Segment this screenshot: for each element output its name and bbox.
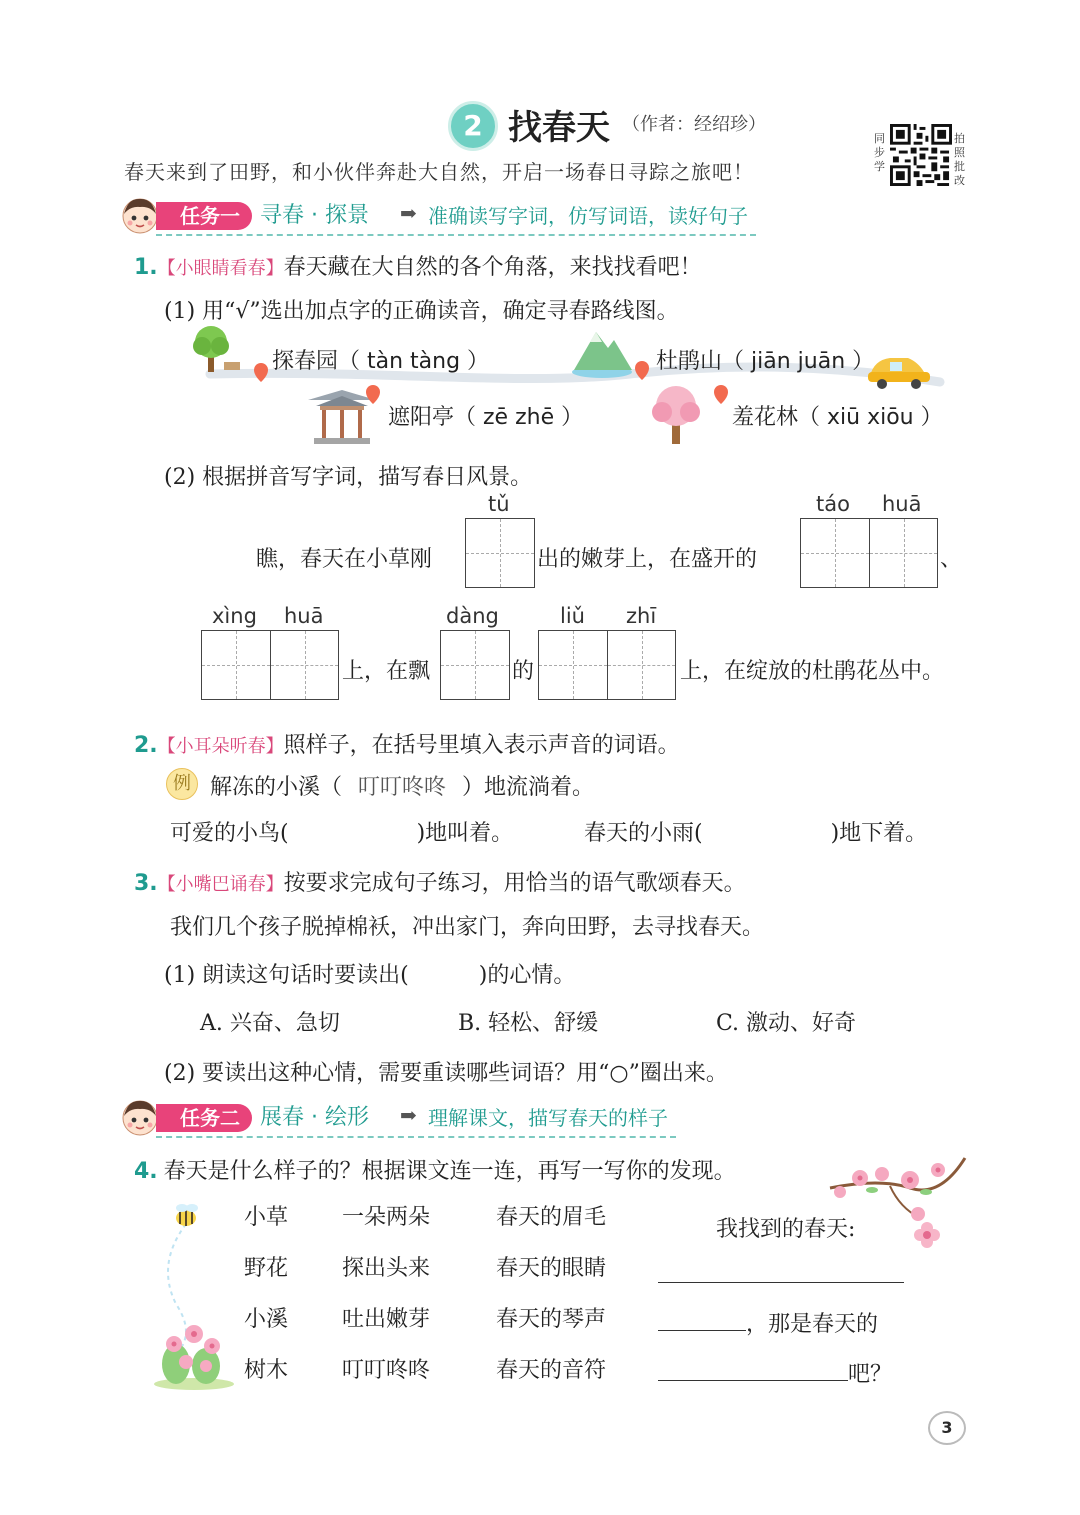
q3-sentence: 我们几个孩子脱掉棉袄，冲出家门，奔向田野，去寻找春天。 (170, 915, 765, 940)
match-col1-item[interactable]: 野花 (244, 1256, 289, 1281)
item-text-a: 春天的小雨( (584, 821, 703, 846)
q2-item-1 (170, 816, 513, 847)
match-col1-item[interactable]: 小草 (244, 1205, 289, 1230)
pinyin-tu: tǔ (488, 492, 510, 516)
item-text-b: )地下着。 (830, 821, 928, 846)
example-text-a: 解冻的小溪（ (210, 775, 343, 800)
task-one-topic: 寻春 · 探景 (260, 203, 369, 228)
match-col2-item[interactable]: 叮叮咚咚 (342, 1358, 431, 1383)
task-two-goal: 理解课文，描写春天的样子 (428, 1106, 668, 1130)
page-title: 找春天 (508, 108, 610, 148)
part1-text-b: )的心情。 (478, 963, 576, 988)
example-answer: 叮叮咚咚 (358, 775, 447, 800)
match-col1-item[interactable]: 树木 (244, 1358, 289, 1383)
spot-choices[interactable]: （ xiū xiōu ） (798, 405, 943, 430)
option-c[interactable]: C. 激动、好奇 (716, 1011, 857, 1036)
qr-side-text-left: 同步学 (874, 132, 885, 173)
task-one-underline (156, 234, 756, 236)
question-tag: 【小嘴巴诵春】 (157, 874, 284, 895)
car-icon (868, 358, 930, 389)
spot-3 (388, 400, 583, 431)
match-col2-item[interactable]: 吐出嫩芽 (342, 1307, 431, 1332)
tianzige-xinghua[interactable] (201, 630, 339, 700)
arrow-right-icon: ➡ (400, 1103, 417, 1127)
task-one-bar (120, 198, 760, 234)
example-text-b: ）地流淌着。 (462, 775, 595, 800)
spot-word: 探春园 (272, 349, 339, 374)
q3-part2: (2) 要读出这种心情，需要重读哪些词语？用“○”圈出来。 (164, 1061, 728, 1086)
blossom-tree-icon (652, 386, 700, 444)
match-col3-item[interactable]: 春天的眼睛 (496, 1256, 607, 1281)
tianzige-taohua[interactable] (800, 518, 938, 588)
question-3-heading (134, 866, 746, 897)
author-credit: （作者：经绍珍） (622, 114, 766, 135)
spot-choices[interactable]: （ tàn tàng ） (338, 349, 490, 374)
q1-part1-instruction: (1) 用“√”选出加点字的正确读音，确定寻春路线图。 (164, 299, 679, 324)
option-a[interactable]: A. 兴奋、急切 (200, 1011, 340, 1036)
example-badge: 例 (166, 768, 198, 800)
question-text: 照样子，在括号里填入表示声音的词语。 (283, 733, 680, 758)
flower-icon (912, 1220, 942, 1250)
pavilion-icon (308, 390, 376, 444)
question-text: 按要求完成句子练习，用恰当的语气歌颂春天。 (283, 871, 746, 896)
tianzige-tu[interactable] (465, 518, 535, 588)
lesson-number-badge: 2 (448, 101, 498, 151)
mountain-icon (572, 332, 632, 378)
question-text: 春天是什么样子的？根据课文连一连，再写一写你的发现。 (163, 1159, 736, 1184)
spot-word: 遮阳亭 (388, 405, 455, 430)
q1-part2-instruction: (2) 根据拼音写字词，描写春日风景。 (164, 465, 533, 490)
found-label: 我找到的春天: (716, 1217, 856, 1242)
fill-line-2a: 上，在飘 (342, 659, 431, 684)
question-number: 1. (134, 255, 158, 280)
match-col2-item[interactable]: 一朵两朵 (342, 1205, 431, 1230)
match-col2-item[interactable]: 探出头来 (342, 1256, 431, 1281)
match-col3-item[interactable]: 春天的琴声 (496, 1307, 607, 1332)
kid-face-icon (120, 196, 160, 236)
found-end-text: 吧？ (848, 1362, 893, 1387)
tianzige-dang[interactable] (440, 630, 510, 700)
match-col1-item[interactable]: 小溪 (244, 1307, 289, 1332)
item-text-b: )地叫着。 (416, 821, 514, 846)
question-text: 春天藏在大自然的各个角落，来找找看吧！ (283, 255, 702, 280)
q2-item-2 (584, 816, 927, 847)
question-tag: 【小眼睛看春】 (157, 258, 284, 279)
task-two-bar (120, 1100, 700, 1136)
found-mid-text: ，那是春天的 (746, 1312, 879, 1337)
found-blank-line-3[interactable] (658, 1354, 848, 1381)
task-two-label: 任务二 (156, 1104, 252, 1132)
fill-line-1b: 出的嫩芽上，在盛开的 (537, 547, 758, 572)
pinyin-hua: huā (284, 604, 324, 628)
q2-example (210, 770, 594, 801)
question-tag: 【小耳朵听春】 (157, 736, 284, 757)
spot-4 (732, 400, 943, 431)
spot-1 (272, 344, 489, 375)
fill-line-2c: 上，在绽放的杜鹃花丛中。 (680, 659, 945, 684)
pinyin-xing: xìng (212, 604, 257, 628)
found-blank-line-2[interactable] (658, 1304, 746, 1331)
found-line-2 (658, 1304, 878, 1338)
match-col3-item[interactable]: 春天的音符 (496, 1358, 607, 1383)
tianzige-liuzhi[interactable] (538, 630, 676, 700)
intro-text: 春天来到了田野，和小伙伴奔赴大自然，开启一场春日寻踪之旅吧！ (124, 160, 754, 184)
question-1-heading (134, 250, 702, 281)
spot-2 (656, 344, 874, 375)
bee-and-flowers-icon (146, 1204, 236, 1394)
pinyin-zhi: zhī (626, 604, 657, 628)
task-two-topic: 展春 · 绘形 (260, 1105, 369, 1130)
page-number: 3 (928, 1411, 966, 1445)
fill-line-1c: 、 (940, 547, 963, 572)
task-one-label: 任务一 (156, 202, 252, 230)
part1-text-a: (1) 朗读这句话时要读出( (164, 963, 409, 988)
found-line-3 (658, 1354, 892, 1388)
qr-code-icon[interactable] (890, 124, 952, 186)
task-two-underline (156, 1136, 676, 1138)
question-number: 3. (134, 871, 158, 896)
tree-icon (193, 326, 240, 372)
spot-word: 羞花林 (732, 405, 799, 430)
fill-line-2b: 的 (512, 659, 535, 684)
fill-line-1a: 瞧，春天在小草刚 (256, 547, 433, 572)
found-blank-line-1[interactable] (658, 1282, 904, 1283)
spot-choices[interactable]: （ jiān juān ） (722, 349, 875, 374)
q3-part1 (164, 958, 575, 989)
pinyin-liu: liǔ (560, 604, 585, 628)
pinyin-tao: táo (816, 492, 850, 516)
question-number: 2. (134, 733, 158, 758)
spot-choices[interactable]: （ zē zhē ） (454, 405, 584, 430)
option-b[interactable]: B. 轻松、舒缓 (458, 1011, 599, 1036)
question-number: 4. (134, 1159, 158, 1184)
question-4-heading (134, 1154, 736, 1185)
pinyin-hua: huā (882, 492, 922, 516)
qr-side-text-right: 拍照批改 (954, 132, 965, 187)
arrow-right-icon: ➡ (400, 201, 417, 225)
match-col3-item[interactable]: 春天的眉毛 (496, 1205, 607, 1230)
item-text-a: 可爱的小鸟( (170, 821, 289, 846)
pinyin-dang: dàng (446, 604, 499, 628)
spot-word: 杜鹃山 (656, 349, 723, 374)
task-one-goal: 准确读写字词，仿写词语，读好句子 (428, 204, 748, 228)
kid-face-icon (120, 1098, 160, 1138)
question-2-heading (134, 728, 680, 759)
